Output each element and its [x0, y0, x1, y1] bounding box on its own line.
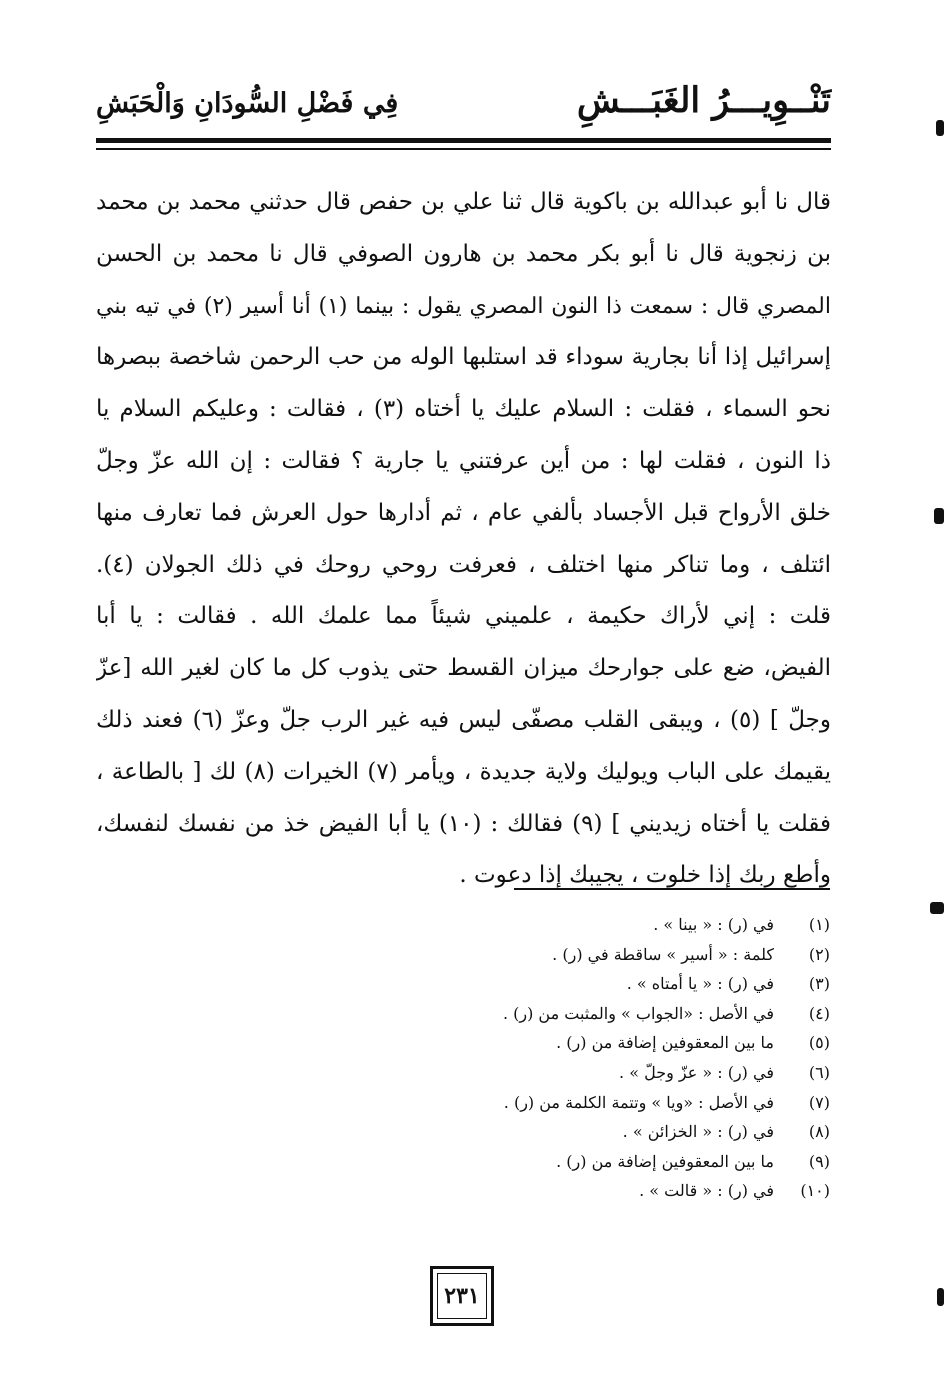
- footnote: [300, 940, 830, 970]
- page-number: ٢٣١: [437, 1273, 487, 1319]
- footnote-text: في (ر) : « الخزائن » .: [622, 1122, 774, 1142]
- footnote-separator: [514, 888, 830, 890]
- footnote-number: (٤): [808, 1003, 830, 1023]
- footnote-number: (٢): [808, 944, 830, 964]
- footnote-number: (٨): [808, 1122, 830, 1142]
- footnotes: [300, 910, 830, 1206]
- book-subtitle: فِي فَضْلِ السُّودَانِ وَالْحَبَشِ: [96, 88, 399, 119]
- text-line: نحو السماء ، فقلت : السلام عليك يا أختاه (٣) ، فقالت : وعليكم السلام يا: [96, 396, 831, 423]
- footnote-text: في الأصل : «الجواب » والمثبت من (ر) .: [502, 1003, 774, 1023]
- footnote-number: (١): [808, 915, 830, 934]
- text-line: وأطع ربك إذا خلوت ، يجيبك إذا دعوت .: [459, 862, 831, 889]
- footnote-text: في الأصل : «ويا » وتتمة الكلمة من (ر) .: [503, 1092, 774, 1112]
- edge-mark: [936, 120, 944, 136]
- footnote: [300, 969, 830, 999]
- footnote-text: ما بين المعقوفين إضافة من (ر) .: [556, 1033, 774, 1053]
- edge-mark: [934, 508, 944, 524]
- text-line: فقلت يا أختاه زيديني ] (٩) فقالك : (١٠) يا أبا الفيض خذ من نفسك لنفسك،: [96, 810, 831, 837]
- footnote-number: (٥): [808, 1033, 830, 1053]
- text-line: إسرائيل إذا أنا بجارية سوداء قد استلبها الوله من حب الرحمن شاخصة ببصرها: [96, 344, 831, 371]
- text-line: الفيض، ضع على جوارحك ميزان القسط حتى يذوب كل ما كان لغير الله [عزّ: [96, 655, 831, 682]
- running-header: [96, 78, 831, 128]
- text-line: يقيمك على الباب ويوليك ولاية جديدة ، ويأمر (٧) الخيرات (٨) لك [ بالطاعة ،: [96, 758, 831, 785]
- footnote: [300, 910, 830, 940]
- footnote: [300, 1088, 830, 1118]
- footnote-text: ما بين المعقوفين إضافة من (ر) .: [556, 1151, 774, 1171]
- footnote: [300, 1147, 830, 1177]
- text-line: بن زنجوية قال نا أبو بكر محمد بن هارون الصوفي قال نا محمد بن الحسن: [96, 240, 831, 267]
- edge-mark: [930, 902, 944, 914]
- text-line: ذا النون ، فقلت لها : من أين عرفتني يا جارية ؟ فقالت : إن الله عزّ وجلّ: [96, 447, 831, 474]
- text-line: قلت : إني لأراك حكيمة ، علميني شيئاً مما علمك الله . فقالت : يا أبا: [96, 603, 831, 630]
- footnote-number: (١٠): [800, 1181, 830, 1201]
- header-rule-thin: [96, 148, 831, 150]
- main-text: [96, 177, 831, 902]
- footnote-text: في (ر) : « قالت » .: [639, 1181, 774, 1201]
- footnote-text: في (ر) : « عزّ وجلّ » .: [619, 1062, 774, 1082]
- footnote-text: في (ر) : « بينا » .: [653, 915, 774, 934]
- text-line: خلق الأرواح قبل الأجساد بألفي عام ، ثم أدارها حول العرش فما تعارف منها: [96, 499, 831, 526]
- footnote-number: (٣): [808, 974, 830, 994]
- footnote-number: (٧): [808, 1092, 830, 1112]
- book-title: تَنْــوِيـــرُ الغَبَـــشِ: [576, 80, 831, 121]
- page-number-box: [430, 1266, 494, 1326]
- footnote: [300, 1176, 830, 1206]
- text-line: ائتلف ، وما تناكر منها اختلف ، فعرفت روحي روحك في ذلك الجولان (٤).: [96, 551, 831, 578]
- header-rule-thick: [96, 138, 831, 143]
- footnote: [300, 1058, 830, 1088]
- text-line: المصري قال : سمعت ذا النون المصري يقول : بينما (١) أنا أسير (٢) في تيه بني: [96, 293, 831, 319]
- text-line: قال نا أبو عبدالله بن باكوية قال ثنا علي بن حفص قال حدثني محمد بن محمد: [96, 189, 831, 215]
- footnote: [300, 1117, 830, 1147]
- footnote-number: (٦): [808, 1062, 830, 1082]
- footnote-number: (٩): [808, 1151, 830, 1171]
- footnote: [300, 1028, 830, 1058]
- footnote-text: كلمة : « أسير » ساقطة في (ر) .: [552, 944, 774, 964]
- text-line: وجلّ ] (٥) ، ويبقى القلب مصفّى ليس فيه غير الرب جلّ وعزّ (٦) فعند ذلك: [96, 706, 831, 733]
- footnote: [300, 999, 830, 1029]
- footnote-text: في (ر) : « يا أمتاه » .: [626, 974, 774, 994]
- edge-mark: [937, 1288, 944, 1306]
